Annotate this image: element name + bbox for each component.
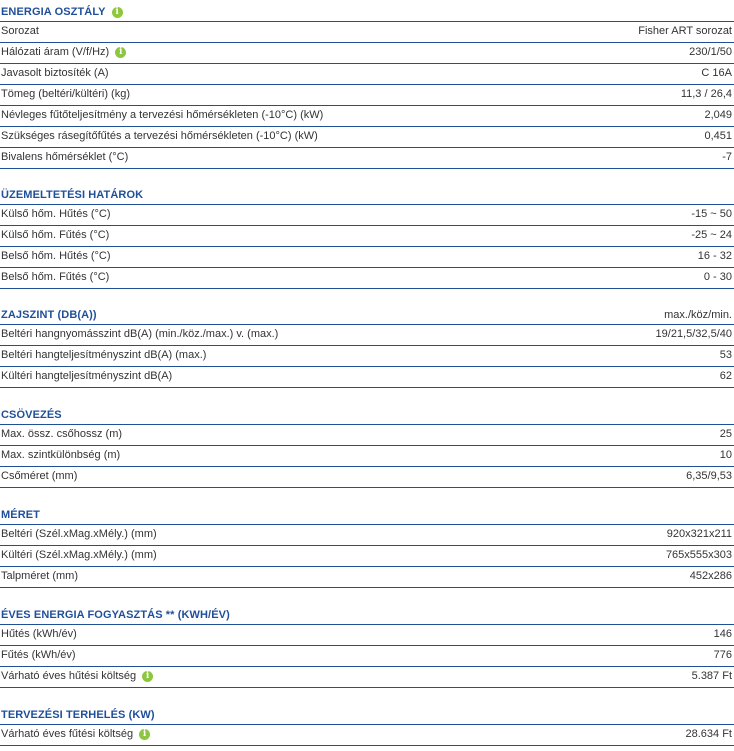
spec-value: 28.634 Ft [685, 728, 732, 740]
section-title-text: ZAJSZINT (DB(A)) [1, 309, 97, 321]
spec-label [1, 46, 126, 58]
spec-label [1, 349, 206, 361]
section-title [1, 709, 155, 721]
spec-label-text: Kültéri hangteljesítményszint dB(A) [1, 370, 173, 382]
spec-section [0, 503, 734, 588]
spec-value: 6,35/9,53 [686, 470, 732, 482]
spec-label [1, 628, 77, 640]
section-header [0, 0, 734, 22]
spec-label-text: Bivalens hőmérséklet (°C) [1, 151, 129, 163]
spec-value: 230/1/50 [689, 46, 732, 58]
section-header [0, 303, 734, 325]
spec-label-text: Kültéri (Szél.xMag.xMély.) (mm) [1, 549, 157, 561]
spec-row [0, 346, 734, 367]
spec-label [1, 549, 157, 561]
spec-label [1, 67, 109, 79]
spec-row [0, 64, 734, 85]
section-title [1, 409, 62, 421]
spec-value: 0 - 30 [703, 271, 732, 283]
spec-row [0, 367, 734, 388]
spec-section [0, 603, 734, 688]
spec-label [1, 130, 318, 142]
spec-label-text: Külső hőm. Fűtés (°C) [1, 229, 110, 241]
spec-value: -7 [722, 151, 732, 163]
section-header [0, 603, 734, 625]
spec-section [0, 303, 734, 388]
spec-label [1, 728, 150, 740]
spec-label-text: Beltéri hangteljesítményszint dB(A) (max.) [1, 349, 207, 361]
spec-row [0, 646, 734, 667]
spec-value: 53 [719, 349, 732, 361]
info-icon[interactable]: i [142, 671, 153, 682]
spec-label [1, 570, 78, 582]
spec-row [0, 667, 734, 688]
spec-label-text: Várható éves hűtési költség [1, 670, 137, 682]
spec-value: 5.387 Ft [691, 670, 732, 682]
spec-label-text: Tömeg (beltéri/kültéri) (kg) [1, 88, 130, 100]
spec-label [1, 670, 153, 682]
spec-label-text: Névleges fűtőteljesítmény a tervezési hőmérsékleten (-10°C) (kW) [1, 109, 324, 121]
section-title [1, 509, 40, 521]
info-icon[interactable]: i [139, 729, 150, 740]
section-header [0, 183, 734, 205]
spec-label [1, 370, 172, 382]
section-title [1, 6, 123, 18]
spec-value: 2,049 [704, 109, 732, 121]
spec-label-text: Külső hőm. Hűtés (°C) [1, 208, 111, 220]
spec-value: C 16A [701, 67, 732, 79]
spec-row [0, 325, 734, 346]
spec-label-text: Szükséges rásegítőfűtés a tervezési hőmérsékleten (-10°C) (kW) [1, 130, 318, 142]
spec-label [1, 428, 122, 440]
spec-row [0, 467, 734, 488]
spec-label-text: Belső hőm. Hűtés (°C) [1, 250, 111, 262]
spec-value: 10 [719, 449, 732, 461]
section-header [0, 503, 734, 525]
spec-value: 62 [719, 370, 732, 382]
spec-row [0, 148, 734, 169]
spec-value: 452x286 [689, 570, 732, 582]
spec-row [0, 268, 734, 289]
spec-label [1, 470, 77, 482]
spec-section [0, 703, 734, 746]
spec-row [0, 127, 734, 148]
spec-label-text: Várható éves fűtési költség [1, 728, 134, 740]
spec-value: 11,3 / 26,4 [680, 88, 732, 100]
spec-section [0, 0, 734, 169]
spec-label-text: Hűtés (kWh/év) [1, 628, 77, 640]
spec-label [1, 250, 111, 262]
spec-row [0, 567, 734, 588]
spec-label [1, 88, 130, 100]
spec-row [0, 247, 734, 268]
spec-label [1, 449, 120, 461]
spec-value: Fisher ART sorozat [638, 25, 732, 37]
spec-row [0, 425, 734, 446]
info-icon[interactable]: i [112, 7, 123, 18]
section-title-text: ÜZEMELTETÉSI HATÁROK [1, 189, 144, 201]
spec-label-text: Sorozat [1, 25, 39, 37]
spec-label-text: Fűtés (kWh/év) [1, 649, 76, 661]
section-title [1, 309, 97, 321]
section-title-text: ÉVES ENERGIA FOGYASZTÁS ** (KWH/ÉV) [1, 609, 230, 621]
spec-value: 765x555x303 [665, 549, 732, 561]
spec-label-text: Hálózati áram (V/f/Hz) [1, 46, 110, 58]
spec-row [0, 226, 734, 247]
spec-section [0, 183, 734, 289]
spec-row [0, 446, 734, 467]
spec-label [1, 25, 39, 37]
spec-label [1, 208, 111, 220]
section-header-note: max./köz/min. [664, 309, 732, 321]
section-title [1, 189, 143, 201]
spec-label-text: Csőméret (mm) [1, 470, 78, 482]
spec-row [0, 525, 734, 546]
spec-row [0, 546, 734, 567]
section-title [1, 609, 230, 621]
spec-label-text: Javasolt biztosíték (A) [1, 67, 109, 79]
info-icon[interactable]: i [115, 47, 126, 58]
spec-value: -15 ~ 50 [691, 208, 732, 220]
spec-row [0, 625, 734, 646]
spec-label-text: Beltéri (Szél.xMag.xMély.) (mm) [1, 528, 157, 540]
spec-value: 16 - 32 [697, 250, 732, 262]
spec-row [0, 725, 734, 746]
spec-row [0, 205, 734, 226]
section-title-text: ENERGIA OSZTÁLY [1, 6, 106, 18]
spec-label-text: Talpméret (mm) [1, 570, 79, 582]
spec-row [0, 85, 734, 106]
spec-label [1, 328, 278, 340]
spec-label [1, 528, 157, 540]
section-title-text: CSÖVEZÉS [1, 409, 62, 421]
spec-row [0, 43, 734, 64]
spec-value: 19/21,5/32,5/40 [655, 328, 732, 340]
spec-value: 25 [719, 428, 732, 440]
spec-label-text: Belső hőm. Fűtés (°C) [1, 271, 110, 283]
spec-value: 0,451 [704, 130, 732, 142]
section-title-text: MÉRET [1, 509, 40, 521]
spec-label-text: Max. szintkülönbség (m) [1, 449, 121, 461]
spec-label [1, 229, 109, 241]
spec-row [0, 106, 734, 127]
spec-label [1, 271, 109, 283]
spec-value: 146 [713, 628, 732, 640]
section-header [0, 403, 734, 425]
spec-value: 776 [713, 649, 732, 661]
spec-label [1, 109, 323, 121]
spec-label [1, 151, 128, 163]
spec-label-text: Max. össz. csőhossz (m) [1, 428, 123, 440]
spec-value: 920x321x211 [666, 528, 732, 540]
spec-section [0, 403, 734, 488]
spec-label-text: Beltéri hangnyomásszint dB(A) (min./köz./max.) v. (max.) [1, 328, 279, 340]
section-title-text: TERVEZÉSI TERHELÉS (KW) [1, 709, 155, 721]
spec-row [0, 22, 734, 43]
section-header [0, 703, 734, 725]
spec-value: -25 ~ 24 [691, 229, 732, 241]
spec-label [1, 649, 76, 661]
